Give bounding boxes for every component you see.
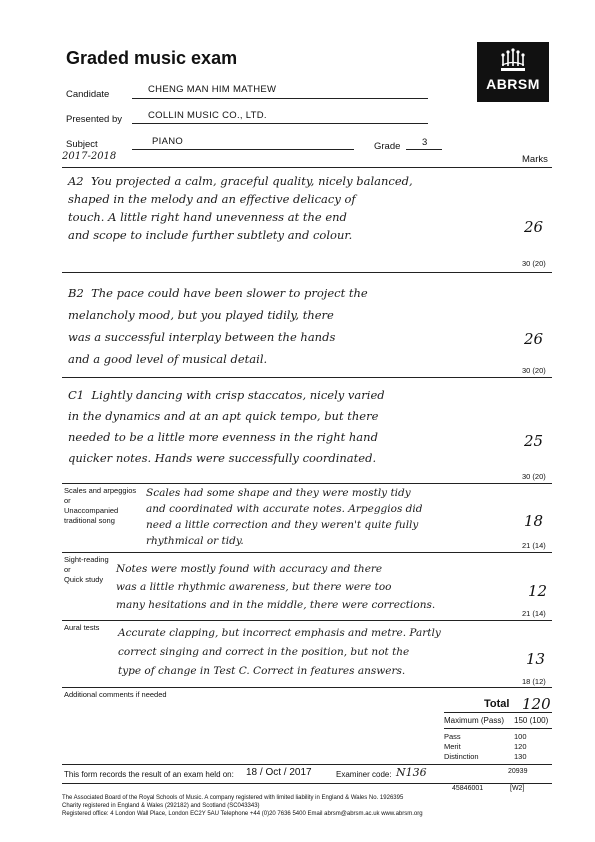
section-divider [62,272,552,273]
footer-divider [62,764,552,765]
comment-line: rhythmical or tidy. [146,535,244,547]
page-title: Graded music exam [66,48,238,68]
section-comment [118,624,518,681]
grade-underline [406,149,442,150]
comment-line: and a good level of musical detail. [68,352,268,366]
comment-line: need a little correction and they weren't quite fully [146,519,419,531]
form-code: [W2] [510,785,525,792]
section-divider [62,167,552,168]
section-comment [68,282,508,370]
comment-line: Accurate clapping, but incorrect emphasis and metre. Partly [118,627,441,639]
comment-line: in the dynamics and at an apt quick tempo, but there [68,409,379,423]
section-mark: 13 [526,650,546,668]
section-comment [68,385,508,469]
section-divider [62,620,552,621]
abrsm-logo [477,42,549,102]
comment-line: and scope to include further subtlety and colour. [68,228,353,242]
maximum-label: Maximum (Pass) [444,716,505,725]
distinction-value: 130 [514,752,527,761]
footer-divider [62,783,552,784]
section-max: 30 (20) [522,472,546,481]
record-text: This form records the result of an exam held on: [64,770,234,779]
label-line: Scales and arpeggios [64,486,137,495]
section-comment [68,172,508,244]
comment-line: The pace could have been slower to project the [91,286,368,300]
merit-label: Merit [444,742,461,751]
comment-line: was a little rhythmic awareness, but there were too [116,581,392,593]
section-divider [62,377,552,378]
section-comment [146,485,506,549]
label-line: or [64,496,71,505]
comment-line: quicker notes. Hands were successfully coordinated. [68,451,377,465]
pass-label: Pass [444,732,461,741]
subject-underline [132,149,354,150]
legal-line: Registered office: 4 London Wall Place, London EC2Y 5AU Telephone +44 (0)20 7636 5400 Email abrsm@abrsm.ac.uk www.abrsm.org [62,811,423,817]
comment-line: was a successful interplay between the hands [68,330,336,344]
label-line: traditional song [64,516,115,525]
candidate-underline [132,98,428,99]
section-max: 30 (20) [522,259,546,268]
section-mark: 18 [524,512,544,530]
additional-comments-label: Additional comments if needed [64,690,167,699]
total-label: Total [484,698,510,710]
distinction-label: Distinction [444,752,479,761]
year-note: 2017-2018 [62,151,117,162]
section-prefix: C1 [68,388,85,402]
label-line: Aural tests [64,623,100,632]
presented-label: Presented by [66,114,122,125]
section-label [64,623,124,633]
section-max: 18 (12) [522,677,546,686]
comment-line: and coordinated with accurate notes. Arpeggios did [146,503,423,515]
section-divider [62,552,552,553]
section-max: 21 (14) [522,609,546,618]
legal-line: Charity registered in England & Wales (292182) and Scotland (SC043343) [62,803,260,809]
label-line: Unaccompanied [64,506,119,515]
presented-underline [132,123,428,124]
examiner-label: Examiner code: [336,770,392,779]
legal-line: The Associated Board of the Royal Schools of Music. A company registered with limited liability in England & Wales No. 1926395 [62,795,404,801]
candidate-value: CHENG MAN HIM MATHEW [148,84,277,95]
examiner-code: N136 [396,766,427,779]
section-comment [116,560,516,614]
section-prefix: B2 [68,286,84,300]
crown-icon [499,48,527,74]
comment-line: Lightly dancing with crisp staccatos, nicely varied [91,388,385,402]
comment-line: needed to be a little more evenness in the right hand [68,430,378,444]
section-mark: 25 [524,432,544,450]
section-divider [62,687,552,688]
comment-line: many hesitations and in the middle, there were corrections. [116,599,436,611]
legal-text [62,794,552,818]
subject-label: Subject [66,139,98,150]
section-label [64,486,144,526]
label-line: or [64,565,71,574]
maximum-underline [444,728,552,729]
label-line: Sight-reading [64,555,109,564]
comment-line: shaped in the melody and an effective delicacy of [68,192,356,206]
reference-number: 20939 [508,768,528,775]
pass-value: 100 [514,732,527,741]
marks-label: Marks [522,154,548,165]
merit-value: 120 [514,742,527,751]
comment-line: correct singing and correct in the position, but not the [118,646,410,658]
comment-line: type of change in Test C. Correct in features answers. [118,665,406,677]
label-line: Quick study [64,575,104,584]
reference-code: 45846001 [452,785,484,792]
maximum-value: 150 (100) [514,716,549,725]
grade-label: Grade [374,141,401,152]
candidate-label: Candidate [66,89,110,100]
section-prefix: A2 [68,174,84,188]
section-max: 21 (14) [522,541,546,550]
comment-line: melancholy mood, but you played tidily, there [68,308,334,322]
section-mark: 26 [524,330,544,348]
exam-date: 18 / Oct / 2017 [246,767,312,778]
comment-line: Notes were mostly found with accuracy and there [116,563,383,575]
logo-text: ABRSM [486,76,540,92]
total-underline [444,712,552,713]
section-max: 30 (20) [522,366,546,375]
total-value: 120 [522,695,551,713]
comment-line: touch. A little right hand unevenness at the end [68,210,347,224]
presented-value: COLLIN MUSIC CO., LTD. [148,110,267,121]
comment-line: Scales had some shape and they were mostly tidy [146,487,411,499]
subject-value: PIANO [152,136,184,147]
section-divider [62,483,552,484]
grade-value: 3 [422,137,428,148]
comment-line: You projected a calm, graceful quality, nicely balanced, [90,174,413,188]
section-mark: 12 [528,582,548,600]
section-mark: 26 [524,218,544,236]
